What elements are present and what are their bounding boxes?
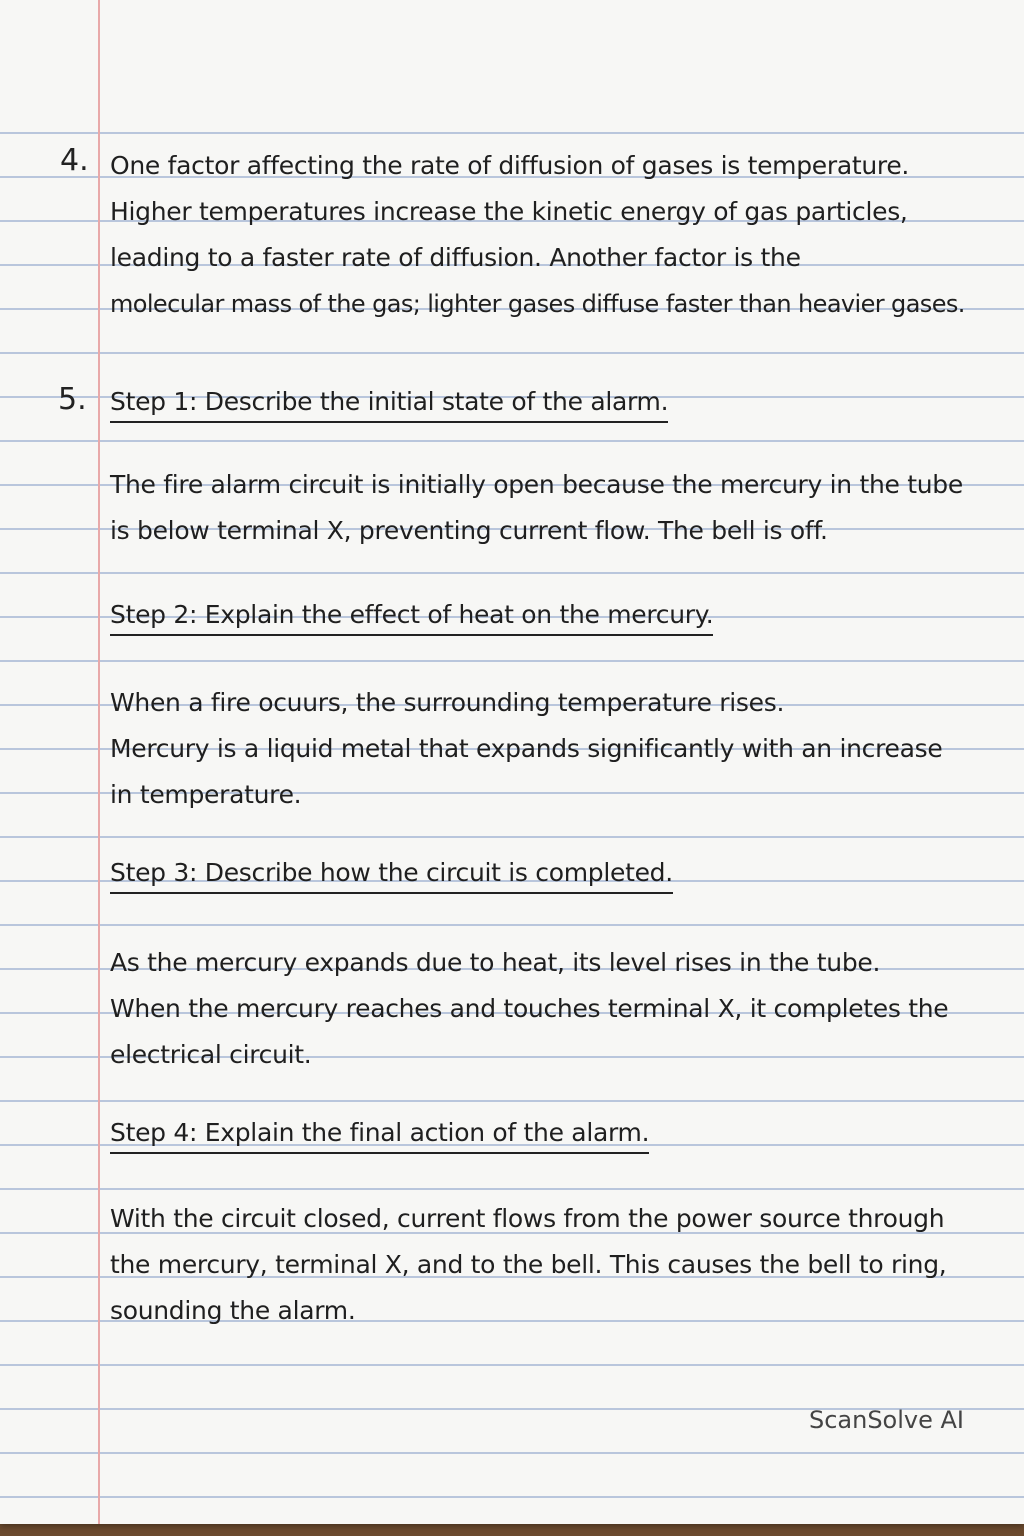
question-number-5: 5.: [58, 382, 87, 417]
margin-line: [98, 0, 100, 1524]
step-1-heading: Step 1: Describe the initial state of the alarm.: [110, 385, 668, 423]
step-4-line: With the circuit closed, current flows from the power source through: [110, 1204, 945, 1233]
step-2-line: Mercury is a liquid metal that expands significantly with an increase: [110, 734, 943, 763]
step-3-line: When the mercury reaches and touches terminal X, it completes the: [110, 994, 949, 1023]
watermark-text: ScanSolve AI: [808, 1406, 964, 1434]
paper-header-space: [0, 0, 1024, 130]
step-4-body: [110, 1196, 990, 1334]
answer-4-line: Higher temperatures increase the kinetic energy of gas particles,: [110, 197, 908, 226]
step-4-line: the mercury, terminal X, and to the bell. This causes the bell to ring,: [110, 1250, 947, 1279]
answer-4-line: leading to a faster rate of diffusion. Another factor is the: [110, 243, 801, 272]
step-4-heading: Step 4: Explain the final action of the alarm.: [110, 1116, 649, 1154]
question-number-4: 4.: [60, 143, 89, 178]
step-3-line: As the mercury expands due to heat, its level rises in the tube.: [110, 948, 881, 977]
answer-4-line: One factor affecting the rate of diffusion of gases is temperature.: [110, 151, 910, 180]
step-2-heading: Step 2: Explain the effect of heat on the mercury.: [110, 598, 713, 636]
step-1-line: is below terminal X, preventing current flow. The bell is off.: [110, 516, 828, 545]
step-2-body: [110, 680, 990, 818]
step-3-heading: Step 3: Describe how the circuit is completed.: [110, 856, 673, 894]
step-3-body: [110, 940, 990, 1078]
step-3-line: electrical circuit.: [110, 1040, 312, 1069]
step-4-line: sounding the alarm.: [110, 1296, 356, 1325]
answer-4: [110, 143, 990, 327]
step-1-body: [110, 462, 990, 554]
step-2-line: When a fire ocuurs, the surrounding temperature rises.: [110, 688, 785, 717]
answer-4-line: molecular mass of the gas; lighter gases diffuse faster than heavier gases.: [110, 290, 965, 318]
step-1-line: The fire alarm circuit is initially open because the mercury in the tube: [110, 470, 963, 499]
step-2-line: in temperature.: [110, 780, 302, 809]
